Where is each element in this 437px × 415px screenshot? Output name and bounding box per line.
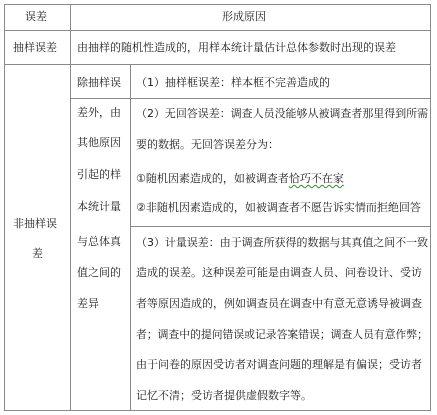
header-error: 误差 [25, 10, 47, 23]
non-sampling-definition: 其他原因 [77, 136, 121, 149]
non-sampling-label: 非抽样误 [13, 217, 57, 230]
measurement-error-text: 记忆不清；受访者提供虚假数字等。 [136, 389, 312, 402]
wavy-underlined-text: 恰巧不在家 [288, 172, 344, 185]
grid-line [4, 64, 431, 65]
measurement-error-text: 由于问卷的原因受访者对调查问题的理解是有偏误；受访者 [136, 358, 422, 371]
grid-line [70, 98, 431, 99]
frame-error-text: （1）抽样框误差：样本框不完善造成的 [136, 76, 330, 89]
non-sampling-definition: 与总体真 [77, 235, 121, 248]
sampling-error-desc: 由抽样的随机性造成的，用样本统计量估计总体参数时出现的误差 [77, 41, 396, 54]
grid-line [4, 30, 431, 31]
random-cause-text: ①随机因素造成的，如被调查者恰巧不在家 [136, 172, 344, 185]
measurement-error-text: 造成的误差。这种误差可能是由调查人员、问卷设计、受访 [136, 266, 422, 279]
header-cause: 形成原因 [222, 10, 266, 23]
non-sampling-definition: 差外，由 [77, 106, 121, 119]
non-sampling-definition: 本统计量 [77, 200, 121, 213]
measurement-error-text: 者等原因造成的，例如调查员在调查中有意无意诱导被调查 [136, 297, 422, 310]
sampling-error-label: 抽样误差 [13, 41, 57, 54]
grid-line [4, 4, 431, 5]
non-sampling-definition: 除抽样误 [77, 76, 121, 89]
non-response-text: （2）无回答误差：调查人员没能够从被调查者那里得到所需 [136, 107, 429, 120]
grid-line [70, 4, 71, 411]
non-response-text: 要的数据。无回答误差分为： [136, 138, 279, 151]
grid-line [130, 64, 131, 411]
non-sampling-label: 差 [32, 247, 43, 260]
grid-line [4, 410, 431, 411]
grid-line [4, 4, 5, 411]
grid-line [430, 4, 431, 411]
grid-line [130, 226, 431, 227]
non-sampling-definition: 值之间的 [77, 266, 121, 279]
measurement-error-text: （3）计量误差：由于调查所获得的数据与其真值之间不一致 [136, 236, 429, 249]
non-sampling-definition: 差异 [77, 297, 99, 310]
non-sampling-definition: 引起的样 [77, 168, 121, 181]
systematic-cause-text: ②非随机因素造成的，如被调查者不愿告诉实情而拒绝回答 [136, 201, 421, 214]
measurement-error-text: 者；调查中的提问错误或记录答案错误；调查人员有意作弊； [136, 328, 428, 341]
